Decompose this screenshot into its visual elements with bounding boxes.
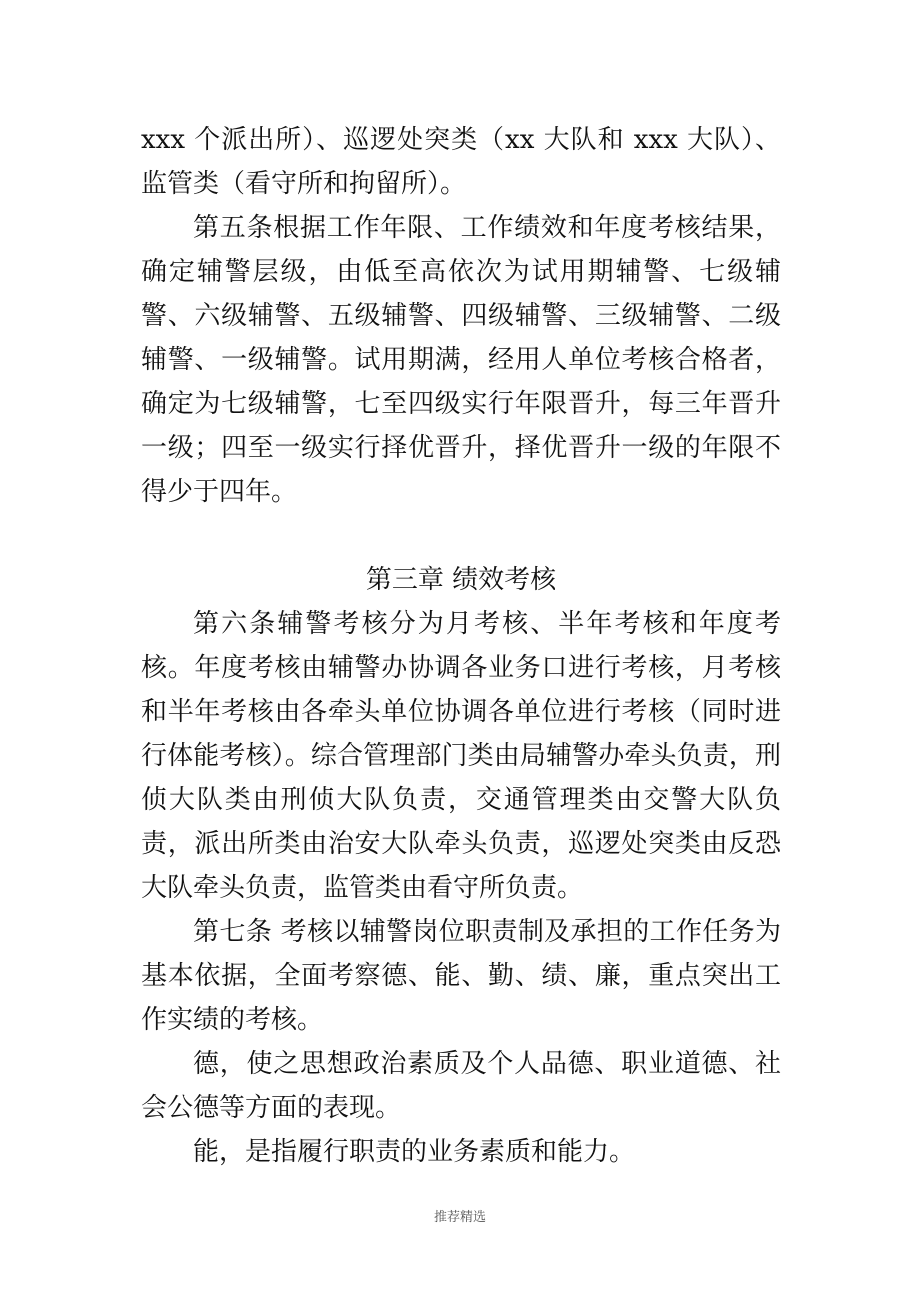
paragraph-virtue: 德，使之思想政治素质及个人品德、职业道德、社会公德等方面的表现。: [141, 1049, 781, 1123]
paragraph-article-6: 第六条辅警考核分为月考核、半年考核和年度考核。年度考核由辅警办协调各业务口进行考核，月考核和半年考核由各牵头单位协调各单位进行考核（同时进行体能考核）。综合管理部门类由局辅警办牵头负责，刑侦大队类由刑侦大队负责，交通管理类由交警大队负责，派出所类由治安大队牵头负责，巡逻处突类由反恐大队牵头负责，监管类由看守所负责。: [141, 609, 781, 903]
blank-line: [141, 514, 781, 558]
document-body: [141, 118, 781, 1174]
paragraph-continuation: xxx 个派出所）、巡逻处突类（xx 大队和 xxx 大队）、监管类（看守所和拘留所）。: [141, 125, 781, 199]
paragraph-article-5: 第五条根据工作年限、工作绩效和年度考核结果，确定辅警层级，由低至高依次为试用期辅警、七级辅警、六级辅警、五级辅警、四级辅警、三级辅警、二级辅警、一级辅警。试用期满，经用人单位考核合格者，确定为七级辅警，七至四级实行年限晋升，每三年晋升一级；四至一级实行择优晋升，择优晋升一级的年限不得少于四年。: [141, 213, 781, 507]
paragraph-ability: 能，是指履行职责的业务素质和能力。: [193, 1137, 636, 1167]
paragraph-article-7: 第七条 考核以辅警岗位职责制及承担的工作任务为基本依据，全面考察德、能、勤、绩、廉，重点突出工作实绩的考核。: [141, 917, 781, 1035]
page-footer: 推荐精选: [433, 1210, 486, 1225]
chapter-heading: 第三章 绩效考核: [365, 565, 557, 595]
